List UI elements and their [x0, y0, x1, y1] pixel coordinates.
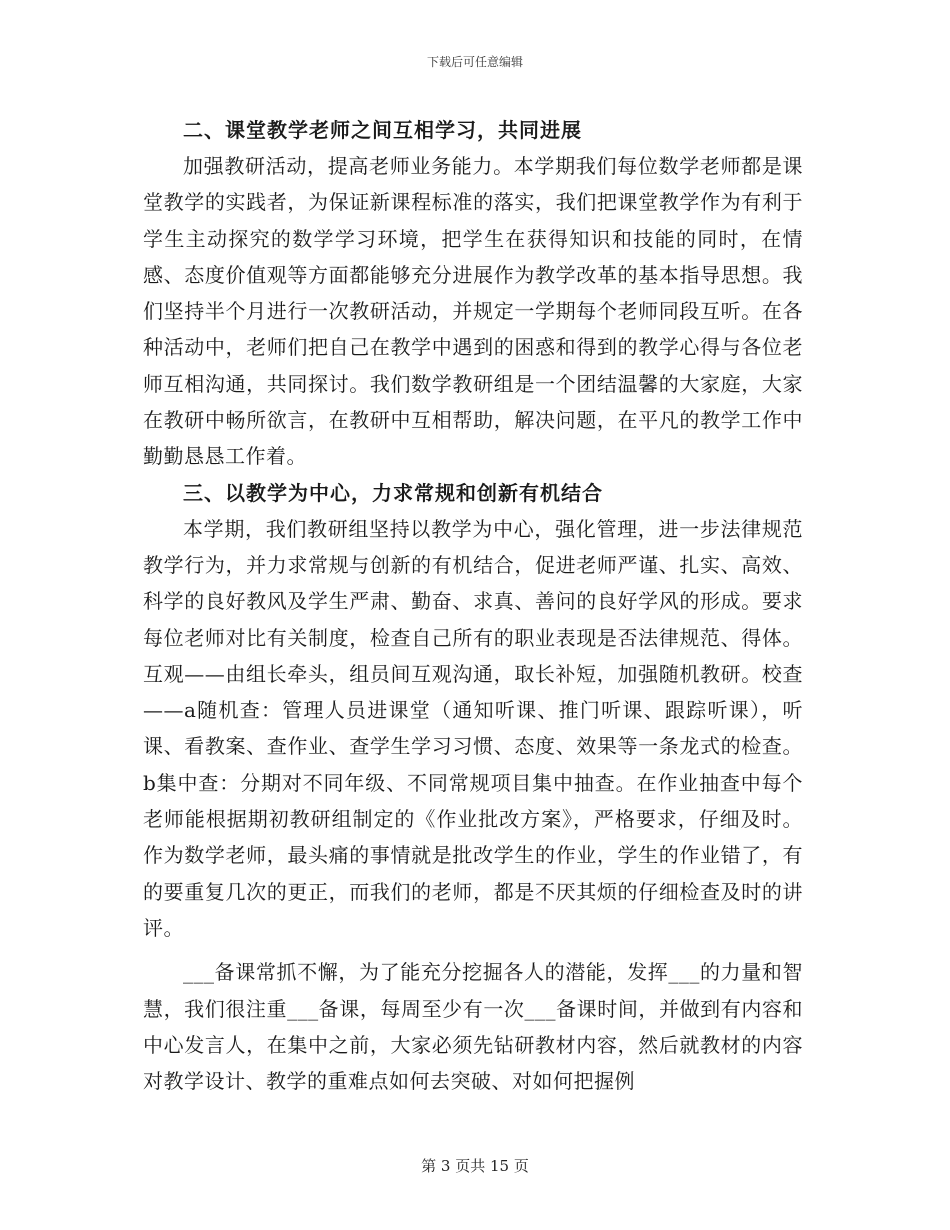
page-header: 下载后可任意编辑	[426, 55, 523, 69]
section-heading-3: 三、以教学为中心，力求常规和创新有机结合	[183, 480, 603, 505]
document-body	[143, 112, 803, 1099]
page-footer: 第 3 页共 15 页	[421, 1157, 529, 1175]
section-heading-2: 二、课堂教学老师之间互相学习，共同进展	[183, 118, 582, 142]
paragraph-routine-innovation: 本学期，我们教研组坚持以教学为中心，强化管理，进一步法律规范教学行为，并力求常规与创新的有机结合，促进老师严谨、扎实、高效、科学的良好教风及学生严肃、勤奋、求真、善问的良好学风的形成。要求每位老师对比有关制度，检查自己所有的职业表现是否法律规范、得体。互观——由组长牵头，组员间互观沟通，取长补短，加强随机教研。校查——a随机查：管理人员进课堂（通知听课、推门听课、跟踪听课），听课、看教案、查作业、查学生学习习惯、态度、效果等一条龙式的检查。b集中查：分期对不同年级、不同常规项目集中抽查。在作业抽查中每个老师能根据期初教研组制定的《作业批改方案》，严格要求，仔细及时。作为数学老师，最头痛的事情就是批改学生的作业，学生的作业错了，有的要重复几次的更正，而我们的老师，都是不厌其烦的仔细检查及时的讲评。	[143, 516, 803, 940]
paragraph-teaching-research: 加强教研活动，提高老师业务能力。本学期我们每位数学老师都是课堂教学的实践者，为保证新课程标准的落实，我们把课堂教学作为有利于学生主动探究的数学学习环境，把学生在获得知识和技能的同时，在情感、态度价值观等方面都能够充分进展作为教学改革的基本指导思想。我们坚持半个月进行一次教研活动，并规定一学期每个老师同段互听。在各种活动中，老师们把自己在教学中遇到的困惑和得到的教学心得与各位老师互相沟通，共同探讨。我们数学教研组是一个团结温馨的大家庭，大家在教研中畅所欲言，在教研中互相帮助，解决问题，在平凡的教学工作中勤勤恳恳工作着。	[143, 154, 803, 469]
paragraph-lesson-preparation: ___备课常抓不懈，为了能充分挖掘各人的潜能，发挥___的力量和智慧，我们很注重___备课，每周至少有一次___备课时间，并做到有内容和中心发言人，在集中之前，大家必须先钻研教材内容，然后就教材的内容对教学设计、教学的重难点如何去突破、对如何把握例	[143, 960, 803, 1094]
